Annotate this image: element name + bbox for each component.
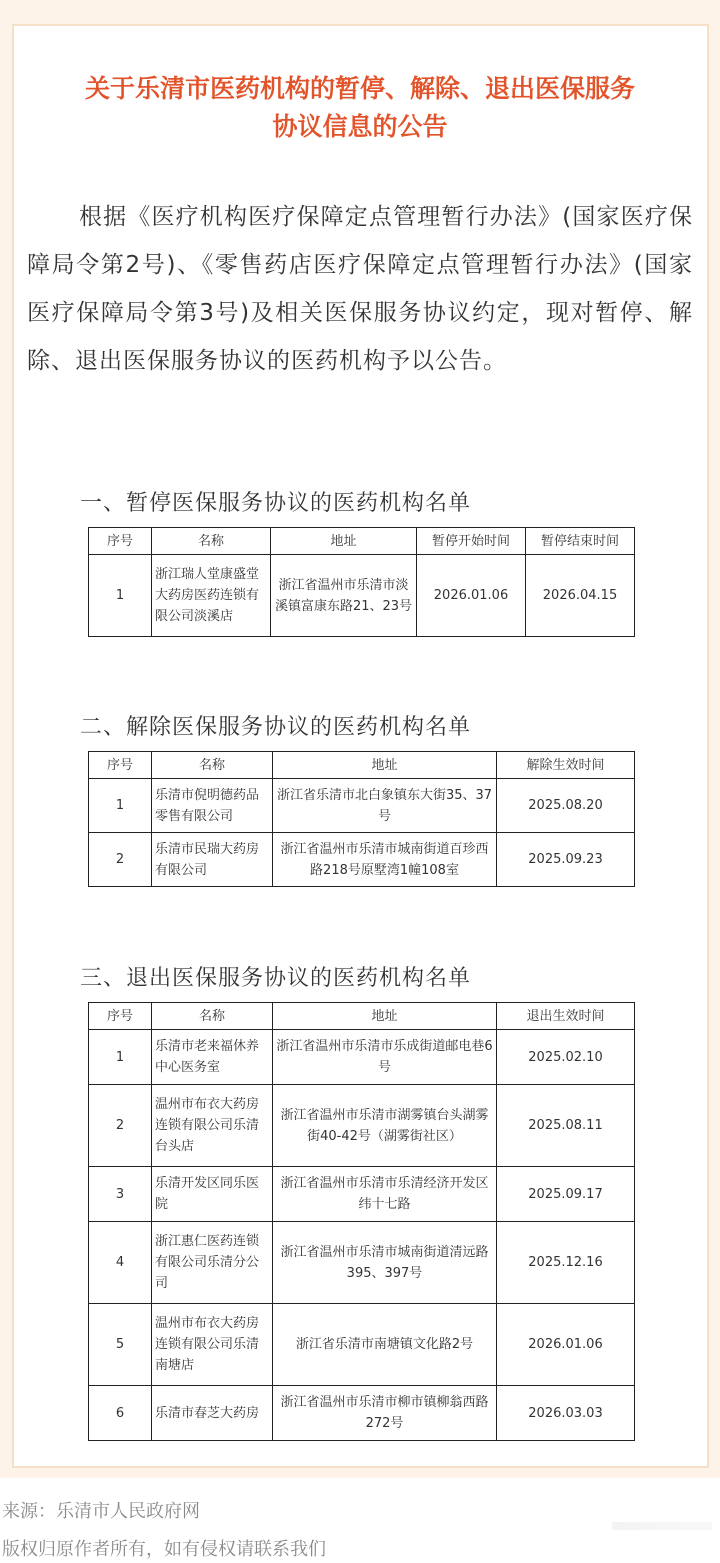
institution-address: 浙江省温州市乐清市柳市镇柳翁西路272号 (273, 1386, 497, 1441)
source-credit: 来源：乐清市人民政府网 (2, 1501, 200, 1522)
institution-address: 浙江省温州市乐清市乐清经济开发区纬十七路 (273, 1167, 497, 1222)
institution-name: 温州市布衣大药房连锁有限公司乐清台头店 (152, 1085, 273, 1167)
institution-name: 乐清市倪明德药品零售有限公司 (152, 779, 273, 833)
row-index: 1 (89, 779, 152, 833)
effective-date: 2025.12.16 (497, 1222, 635, 1304)
section-2-heading: 二、解除医保服务协议的医药机构名单 (80, 715, 472, 740)
row-index: 1 (89, 1030, 152, 1085)
column-header: 暂停开始时间 (417, 528, 526, 555)
table-row (89, 779, 635, 833)
effective-date: 2026.01.06 (497, 1304, 635, 1386)
institution-address: 浙江省温州市乐清市城南街道清远路395、397号 (273, 1222, 497, 1304)
table-row (89, 1030, 635, 1085)
end-date: 2026.04.15 (526, 555, 635, 637)
row-index: 4 (89, 1222, 152, 1304)
watermark (612, 1522, 712, 1530)
column-header: 暂停结束时间 (526, 528, 635, 555)
institution-address: 浙江省温州市乐清市乐成街道邮电巷6号 (273, 1030, 497, 1085)
column-header: 解除生效时间 (497, 752, 635, 779)
institution-address: 浙江省乐清市北白象镇东大街35、37号 (273, 779, 497, 833)
withdrawal-table (88, 1002, 635, 1441)
row-index: 6 (89, 1386, 152, 1441)
row-index: 2 (89, 833, 152, 887)
column-header: 序号 (89, 1003, 152, 1030)
page-title-line-2: 协议信息的公告 (272, 112, 448, 141)
effective-date: 2025.08.20 (497, 779, 635, 833)
page-title (0, 70, 720, 146)
row-index: 3 (89, 1167, 152, 1222)
effective-date: 2025.09.17 (497, 1167, 635, 1222)
start-date: 2026.01.06 (417, 555, 526, 637)
effective-date: 2026.03.03 (497, 1386, 635, 1441)
section-3-heading: 三、退出医保服务协议的医药机构名单 (80, 966, 472, 991)
institution-address: 浙江省温州市乐清市淡溪镇富康东路21、23号 (271, 555, 417, 637)
institution-name: 浙江惠仁医药连锁有限公司乐清分公司 (152, 1222, 273, 1304)
table-row (89, 555, 635, 637)
institution-name: 乐清市老来福休养中心医务室 (152, 1030, 273, 1085)
institution-name: 乐清市民瑞大药房有限公司 (152, 833, 273, 887)
institution-address: 浙江省乐清市南塘镇文化路2号 (273, 1304, 497, 1386)
column-header: 退出生效时间 (497, 1003, 635, 1030)
institution-address: 浙江省温州市乐清市湖雾镇台头湖雾街40-42号（湖雾街社区） (273, 1085, 497, 1167)
column-header: 序号 (89, 528, 152, 555)
institution-name: 浙江瑞人堂康盛堂大药房医药连锁有限公司淡溪店 (152, 555, 271, 637)
effective-date: 2025.02.10 (497, 1030, 635, 1085)
section-1-heading: 一、暂停医保服务协议的医药机构名单 (80, 491, 472, 516)
table-row (89, 1222, 635, 1304)
intro-paragraph: 根据《医疗机构医疗保障定点管理暂行办法》(国家医疗保障局令第2号)、《零售药店医疗保障定点管理暂行办法》(国家医疗保障局令第3号)及相关医保服务协议约定，现对暂停、解除、退出医保服务协议的医药机构予以公告。 (27, 204, 693, 374)
table-row (89, 1386, 635, 1441)
column-header: 序号 (89, 752, 152, 779)
institution-name: 乐清市春芝大药房 (152, 1386, 273, 1441)
table-header-row (89, 752, 635, 779)
suspension-table (88, 527, 635, 637)
row-index: 1 (89, 555, 152, 637)
table-row (89, 1167, 635, 1222)
effective-date: 2025.08.11 (497, 1085, 635, 1167)
row-index: 2 (89, 1085, 152, 1167)
column-header: 名称 (152, 1003, 273, 1030)
institution-address: 浙江省温州市乐清市城南街道百珍西路218号原墅湾1幢108室 (273, 833, 497, 887)
copyright-notice: 版权归原作者所有，如有侵权请联系我们 (2, 1539, 326, 1560)
column-header: 地址 (273, 1003, 497, 1030)
table-header-row (89, 528, 635, 555)
effective-date: 2025.09.23 (497, 833, 635, 887)
page-title-line-1: 关于乐清市医药机构的暂停、解除、退出医保服务 (84, 74, 635, 103)
column-header: 地址 (273, 752, 497, 779)
institution-name: 乐清开发区同乐医院 (152, 1167, 273, 1222)
table-row (89, 1304, 635, 1386)
column-header: 地址 (271, 528, 417, 555)
column-header: 名称 (152, 752, 273, 779)
row-index: 5 (89, 1304, 152, 1386)
table-header-row (89, 1003, 635, 1030)
table-row (89, 1085, 635, 1167)
column-header: 名称 (152, 528, 271, 555)
termination-table (88, 751, 635, 887)
table-row (89, 833, 635, 887)
institution-name: 温州市布衣大药房连锁有限公司乐清南塘店 (152, 1304, 273, 1386)
